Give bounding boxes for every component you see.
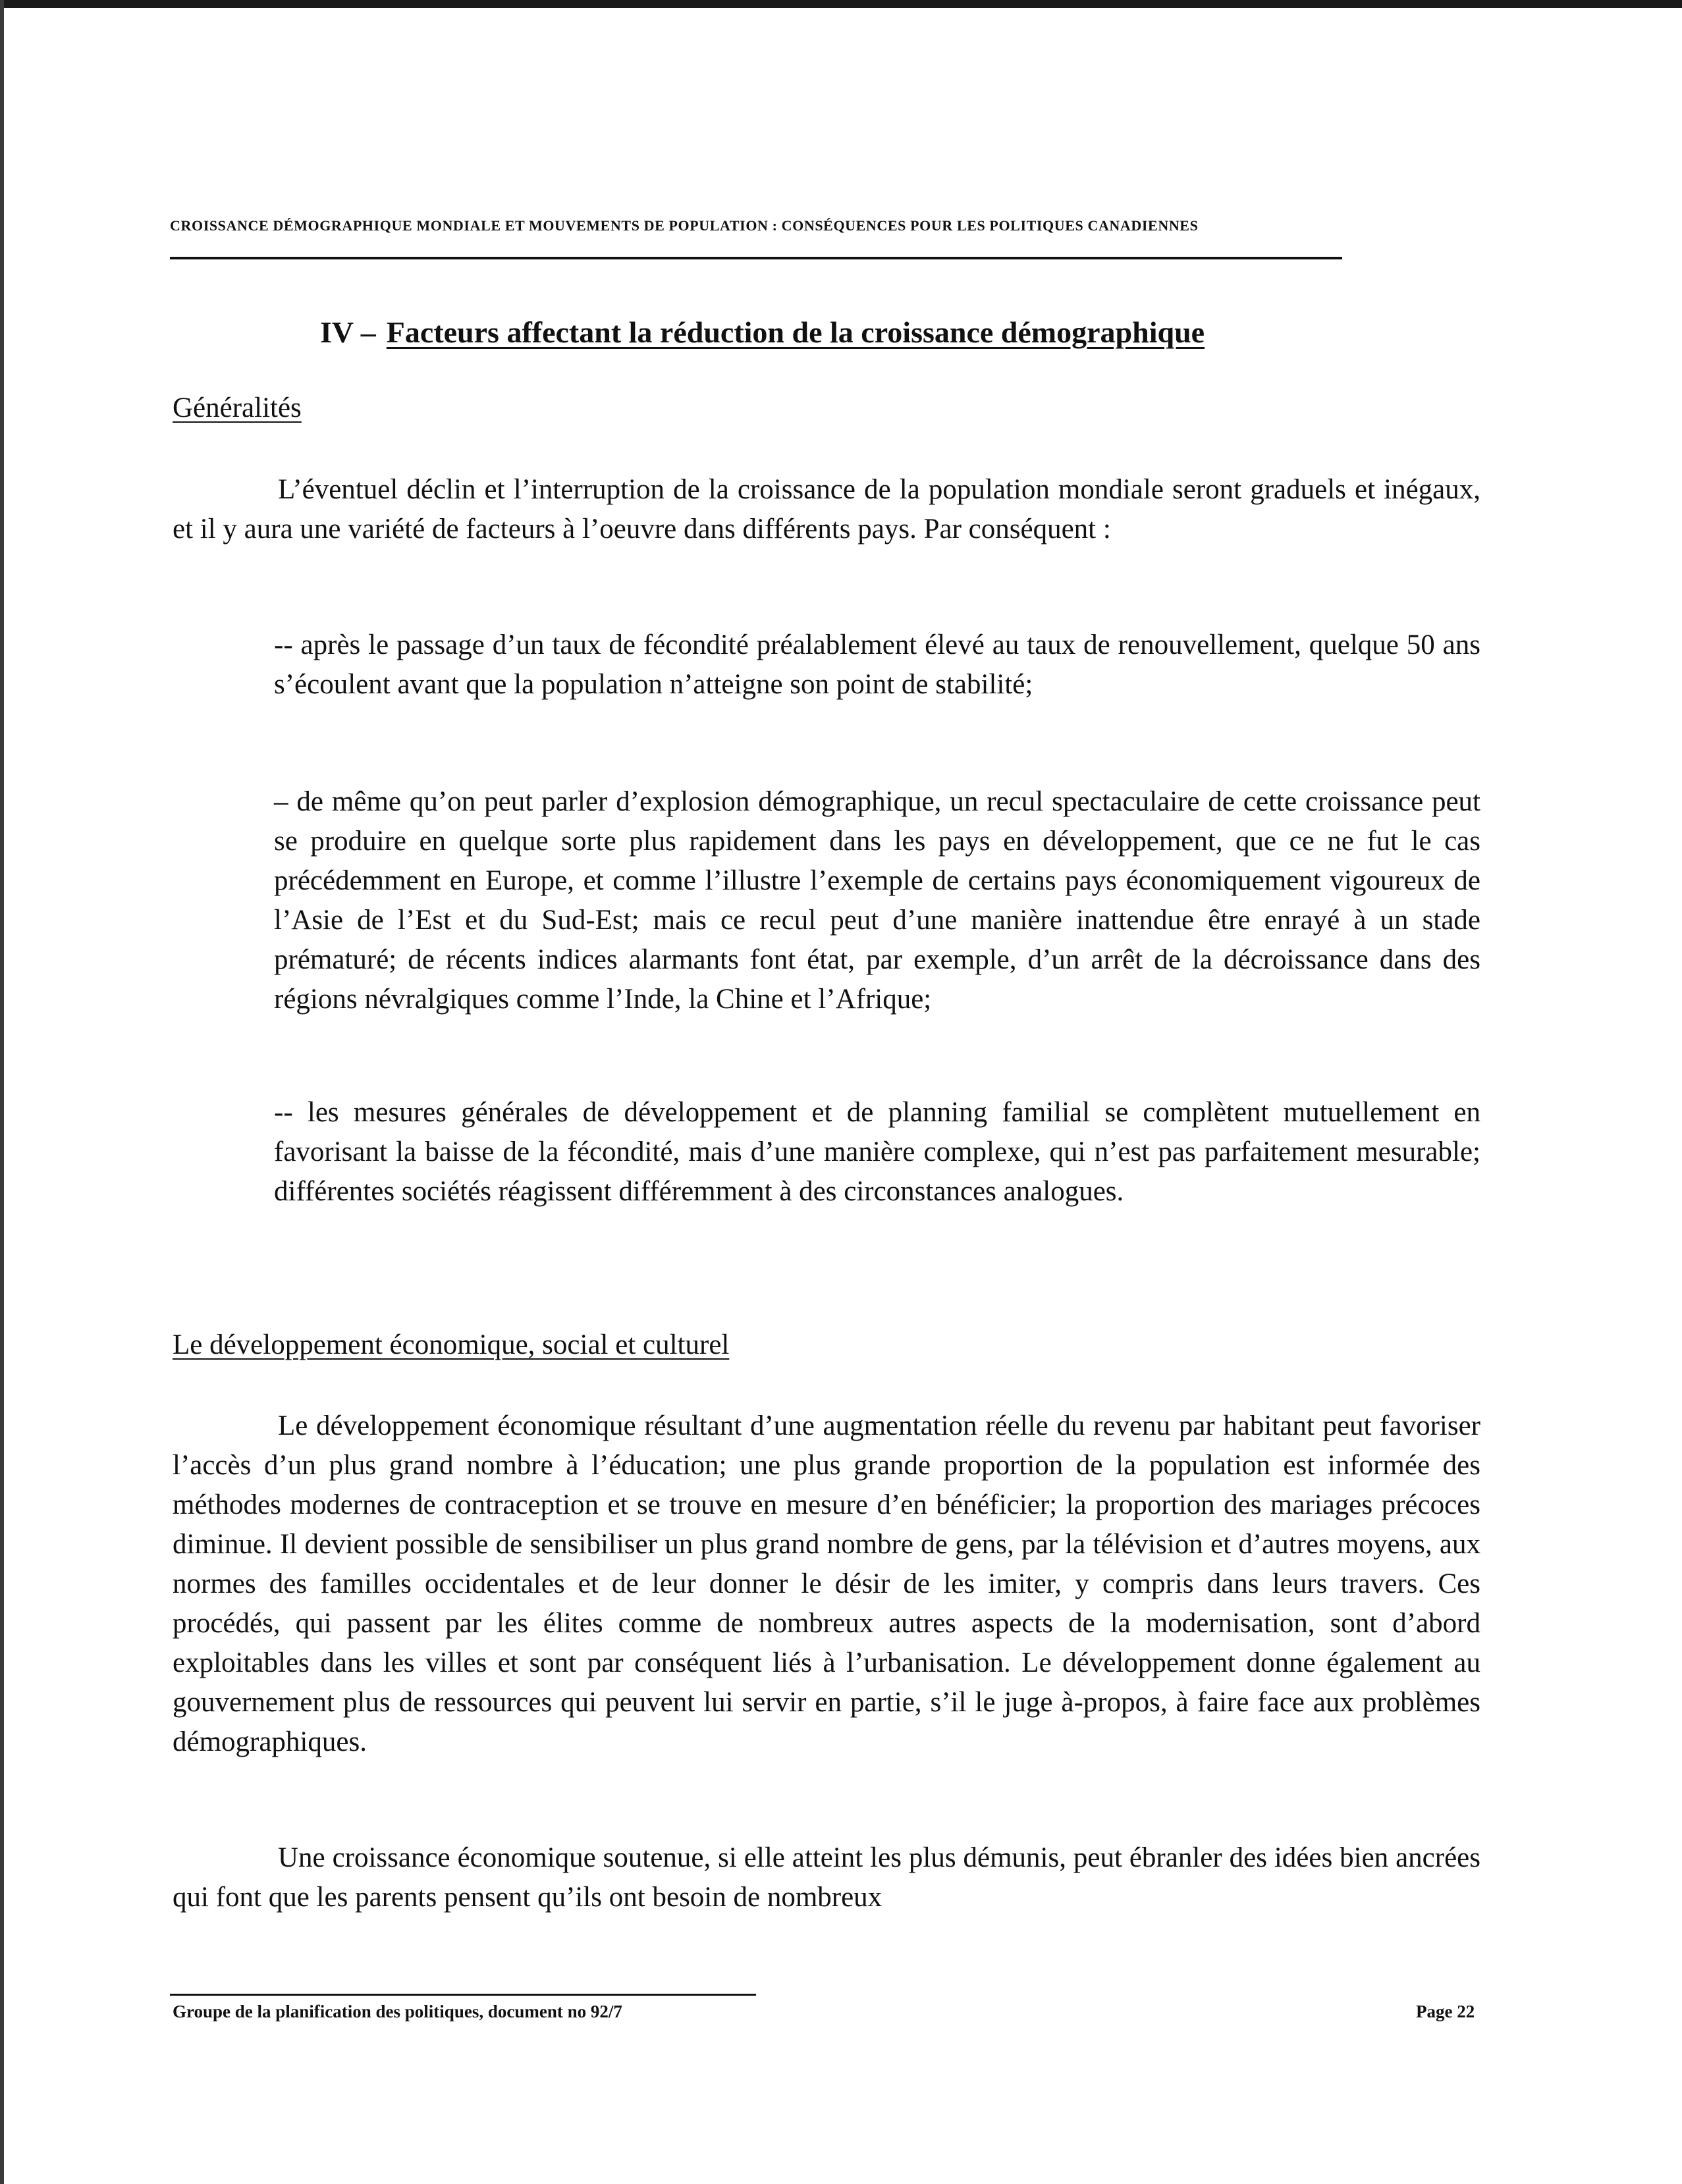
running-header: CROISSANCE DÉMOGRAPHIQUE MONDIALE ET MOUVEMENTS DE POPULATION : CONSÉQUENCES POUR LES POLITIQUES CANADIENNES: [170, 217, 1199, 234]
bullet-item-3: -- les mesures générales de développement et de planning familial se complètent mutuellement en favorisant la baisse de la fécondité, mais d’une manière complexe, qui n’est pas parfaitement mesurable; différentes sociétés réagissent différemment à des circonstances analogues.: [274, 1097, 1480, 1207]
page-number: Page 22: [1416, 2002, 1475, 2021]
scan-top-edge: [0, 0, 1682, 8]
bullet-item-1: -- après le passage d’un taux de fécondité préalablement élevé au taux de renouvellement, quelque 50 ans s’écoulent avant que la population n’atteigne son point de stabilité;: [274, 629, 1480, 700]
paragraph-developpement-1: Le développement économique résultant d’une augmentation réelle du revenu par habitant peut favoriser l’accès d’un plus grand nombre à l’éducation; une plus grande proportion de la population est informée des méthodes modernes de contraception et se trouve en mesure d’en bénéficier; la proportion des mariages précoces diminue. Il devient possible de sensibiliser un plus grand nombre de gens, par la télévision et d’autres moyens, aux normes des familles occidentales et de leur donner le désir de les imiter, y compris dans leurs travers. Ces procédés, qui passent par les élites comme de nombreux autres aspects de la modernisation, sont d’abord exploitables dans les villes et sont par conséquent liés à l’urbanisation. Le développement donne également au gouvernement plus de ressources qui peuvent lui servir en partie, s’il le juge à-propos, à faire face aux problèmes démographiques.: [173, 1410, 1480, 1757]
paragraph-developpement-2: Une croissance économique soutenue, si elle atteint les plus démunis, peut ébranler des idées bien ancrées qui font que les parents pensent qu’ils ont besoin de nombreux: [173, 1842, 1480, 1913]
section-title-text: Facteurs affectant la réduction de la croissance démographique: [386, 315, 1205, 349]
footer-rule: [170, 1994, 756, 1996]
header-rule: [170, 257, 1342, 259]
bullet-item-2: – de même qu’on peut parler d’explosion démographique, un recul spectaculaire de cette croissance peut se produire en quelque sorte plus rapidement dans les pays en développement, que ce ne fut le cas précédemment en Europe, et comme l’illustre l’exemple de certains pays économiquement vigoureux de l’Asie de l’Est et du Sud-Est; mais ce recul peut d’une manière inattendue être enrayé à un stade prématuré; de récents indices alarmants font état, par exemple, d’un arrêt de la décroissance dans des régions névralgiques comme l’Inde, la Chine et l’Afrique;: [274, 786, 1480, 1015]
footer-source: Groupe de la planification des politiques, document no 92/7: [173, 2002, 622, 2021]
paragraph-intro: L’éventuel déclin et l’interruption de la croissance de la population mondiale seront graduels et inégaux, et il y aura une variété de facteurs à l’oeuvre dans différents pays. Par conséquent :: [173, 474, 1480, 545]
scan-left-edge: [0, 0, 4, 2184]
subheading-developpement: Le développement économique, social et culturel: [173, 1329, 730, 1360]
section-number: IV –: [320, 315, 376, 349]
subheading-generalites: Généralités: [173, 392, 302, 423]
section-title: [320, 315, 1205, 350]
